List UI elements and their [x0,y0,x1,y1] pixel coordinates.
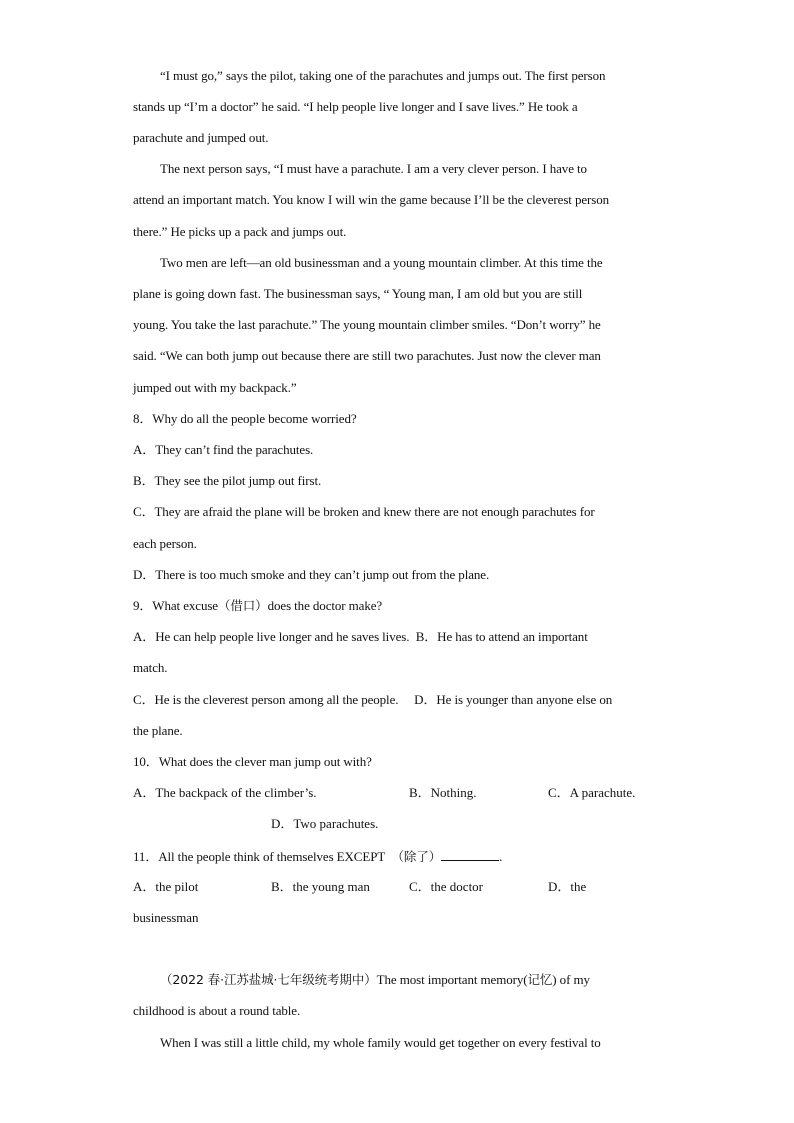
question-8-stem: 8．Why do all the people become worried? [133,411,357,426]
question-8-option-d: D．There is too much smoke and they can’t jump out from the plane. [133,567,490,582]
question-11-stem-text: 11．All the people think of themselves EXCEPT [133,849,386,864]
question-9-option-a: A．He can help people live longer and he saves lives. [133,629,410,644]
question-11-option-d-cont: businessman [133,910,199,925]
passage-2-gloss: 记忆 [527,972,553,987]
question-9-option-d: D．He is younger than anyone else on [414,692,613,707]
question-10-stem: 10．What does the clever man jump out with? [133,754,372,769]
question-9-option-d-cont: the plane. [133,723,183,738]
question-11-option-b: B．the young man [271,879,370,894]
passage-2-intro [160,971,590,989]
question-11-option-d: D．the [548,879,587,894]
passage-2-line: When I was still a little child, my whole family would get together on every festival to [160,1035,601,1050]
answer-blank [441,847,499,861]
question-9-option-b-cont: match. [133,660,168,675]
question-11-stem-end: . [499,849,503,864]
passage-line: jumped out with my backpack.” [133,380,297,395]
source-tag: （2022 春·江苏盐城·七年级统考期中） [160,972,377,987]
passage-line: The next person says, “I must have a parachute. I am a very clever person. I have to [160,161,587,176]
question-11-option-a: A．the pilot [133,879,199,894]
question-9-options-row2 [133,691,612,709]
passage-line: young. You take the last parachute.” The young mountain climber smiles. “Don’t worry” he [133,317,601,332]
question-10-option-a: A．The backpack of the climber’s. [133,785,317,800]
question-9-option-c: C．He is the cleverest person among all the people. [133,692,399,707]
question-10-option-b: B．Nothing. [409,785,477,800]
question-8-option-c-cont: each person. [133,536,197,551]
passage-line: parachute and jumped out. [133,130,269,145]
passage-line: attend an important match. You know I will win the game because I’ll be the cleverest person [133,192,609,207]
passage-2-text: The most important memory( [376,972,528,987]
passage-line: there.” He picks up a pack and jumps out. [133,224,347,239]
question-11-stem [133,847,502,866]
question-9-stem-gloss: （借口） [217,598,268,613]
passage-line: “I must go,” says the pilot, taking one of the parachutes and jumps out. The first person [160,68,606,83]
question-9-option-b: B．He has to attend an important [415,629,588,644]
question-9-stem-text-end: does the doctor make? [267,598,383,613]
question-8-option-b: B．They see the pilot jump out first. [133,473,322,488]
passage-line: said. “We can both jump out because there are still two parachutes. Just now the clever man [133,348,601,363]
question-9-stem [133,597,382,615]
passage-2-line: childhood is about a round table. [133,1003,301,1018]
question-11-stem-gloss: （除了） [391,849,442,864]
question-9-stem-text: 9．What excuse [133,598,218,613]
question-10-option-d: D．Two parachutes. [271,816,379,831]
question-10-option-c: C．A parachute. [548,785,636,800]
question-8-option-c: C．They are afraid the plane will be broken and knew there are not enough parachutes for [133,504,595,519]
passage-line: plane is going down fast. The businessman says, “ Young man, I am old but you are still [133,286,583,301]
passage-2-text-end: ) of my [552,972,590,987]
question-9-options-row1 [133,628,588,646]
passage-line: stands up “I’m a doctor” he said. “I help people live longer and I save lives.” He took a [133,99,578,114]
question-8-option-a: A．They can’t find the parachutes. [133,442,314,457]
question-11-option-c: C．the doctor [409,879,484,894]
passage-line: Two men are left—an old businessman and a young mountain climber. At this time the [160,255,603,270]
